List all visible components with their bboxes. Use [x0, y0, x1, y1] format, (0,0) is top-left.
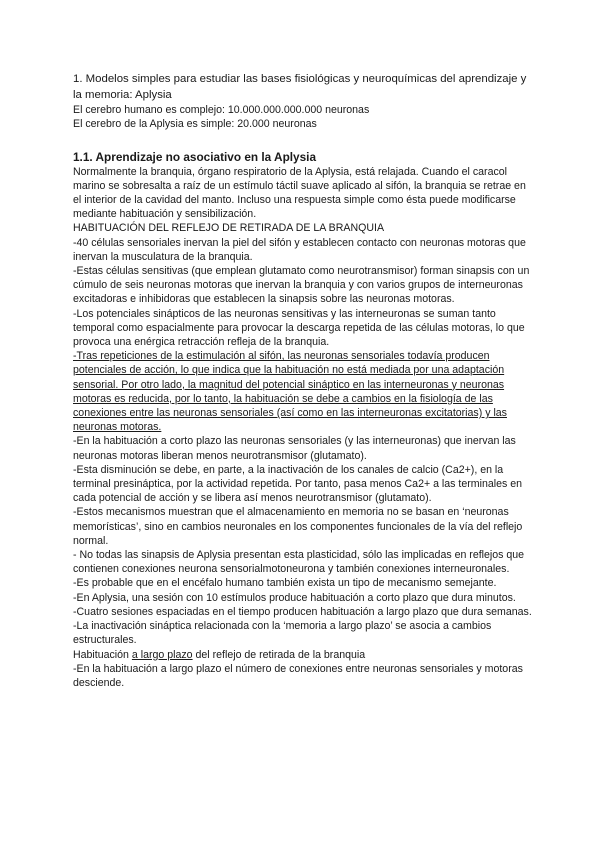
long-term-heading-after: del reflejo de retirada de la branquia [192, 648, 366, 661]
point-plasticity: - No todas las sinapsis de Aplysia presentan esta plasticidad, sólo las implicadas en reflejos que contienen conexiones neurona sensorialmotoneurona y también conexiones interneuronales. [73, 549, 525, 576]
subheading: HABITUACIÓN DEL REFLEJO DE RETIRADA DE LA BRANQUIA [73, 222, 385, 235]
point-ten-stimuli: -En Aplysia, una sesión con 10 estímulos produce habituación a corto plazo que dura minutos. [73, 591, 516, 604]
point-short-term: -En la habituación a corto plazo las neuronas sensoriales (y las interneuronas) que inervan las neuronas motoras liberan menos neurotransmisor (glutamato). [73, 435, 516, 462]
point-memory-neurons: -Estos mecanismos muestran que el almacenamiento en memoria no se basan en ‘neuronas memorísticas’, sino en cambios neuronales en los componentes funcionales de la vía del reflejo normal. [73, 506, 523, 547]
point-structural-changes: -La inactivación sináptica relacionada con la ‘memoria a largo plazo’ se asocia a cambios estructurales. [73, 620, 492, 647]
point-synaptic-potentials: -Los potenciales sinápticos de las neuronas sensitivas y las interneuronas se suman tanto temporal como espacialmente para provocar la descarga repetida de las células motoras, lo que provoca una enérgica retracción refleja de la branquia. [73, 307, 525, 349]
point-human-brain: -Es probable que en el encéfalo humano también exista un tipo de mecanismo semejante. [73, 577, 497, 590]
long-term-heading-before: Habituación [73, 648, 132, 661]
point-four-sessions: -Cuatro sesiones espaciadas en el tiempo producen habituación a largo plazo que dura semanas. [73, 605, 532, 618]
long-term-heading-underlined: a largo plazo [131, 648, 193, 661]
intro-line-aplysia: El cerebro de la Aplysia es simple: 20.000 neuronas [73, 118, 317, 131]
point-connections-decrease: -En la habituación a largo plazo el número de conexiones entre neuronas sensoriales y motoras desciende. [73, 662, 523, 689]
long-term-heading [73, 648, 535, 662]
point-sensory-cells: -40 células sensoriales inervan la piel del sifón y establecen contacto con neuronas motoras que inervan la musculatura de la branquia. [73, 236, 526, 263]
point-glutamate-synapses: -Estas células sensitivas (que emplean glutamato como neurotransmisor) forman sinapsis con un cúmulo de seis neuronas motoras que inervan la branquia y con varios grupos de interneuronas excitadoras e inhibidoras que establecen la sinapsis sobre las neuronas motoras. [73, 265, 530, 306]
intro-line-human: El cerebro humano es complejo: 10.000.000.000.000 neuronas [73, 104, 370, 117]
section-intro: Normalmente la branquia, órgano respiratorio de la Aplysia, está relajada. Cuando el caracol marino se sobresalta a raíz de un estímulo táctil suave aplicado al sifón, la branquia se retrae en el interior de la cavidad del manto. Incluso una respuesta simple como ésta puede modificarse mediante habituación y sensibilización. [73, 165, 526, 221]
spacer [73, 132, 535, 150]
section-heading: 1.1. Aprendizaje no asociativo en la Aplysia [73, 149, 317, 164]
point-calcium-channels: -Esta disminución se debe, en parte, a la inactivación de los canales de calcio (Ca2+), en la terminal presináptica, por la actividad repetida. Por tanto, pasa menos Ca2+ a las terminales en cada potencial de acción y se libera así menos neurotransmisor (glutamato). [73, 463, 523, 505]
point-habituation-mechanism: -Tras repeticiones de la estimulación al sifón, las neuronas sensoriales todavía producen potenciales de acción, lo que indica que la habituación no está mediada por una adaptación sensorial. Por otro lado, la magnitud del potencial sináptico en las interneuronas y neuronas motoras es reducida, por lo tanto, la habituación se debe a cambios en la fisiología de las conexiones entre las neuronas sensoriales (así como en las interneuronas excitatorias) y las neuronas motoras. [73, 350, 507, 434]
document-body [73, 72, 535, 690]
document-title: 1. Modelos simples para estudiar las bases fisiológicas y neuroquímicas del aprendizaje y la memoria: Aplysia [73, 73, 527, 101]
